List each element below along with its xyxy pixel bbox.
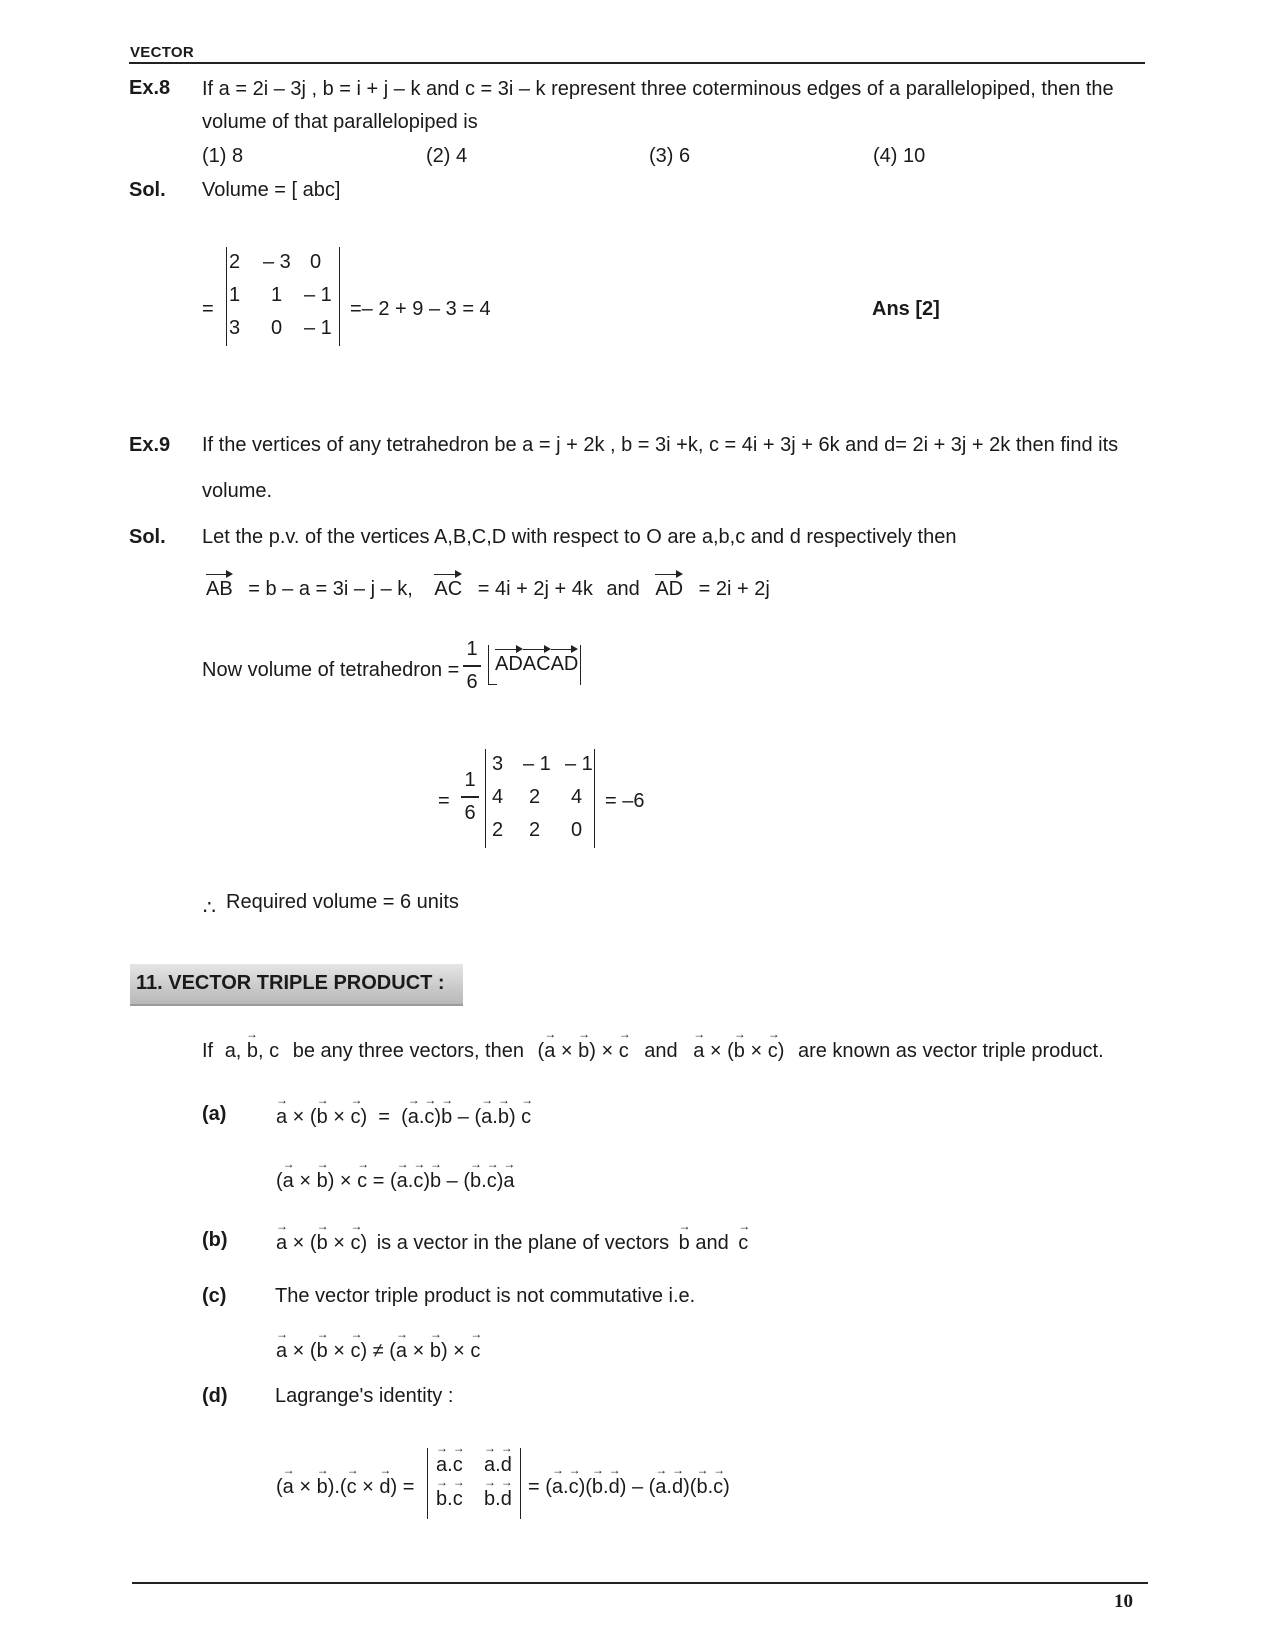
intro-vectors: → a, b, c: [225, 1041, 279, 1061]
det-cell: 2: [529, 786, 541, 808]
det-cell: 4: [571, 786, 583, 808]
intro-expr-2: → a × (→ b × → c): [693, 1040, 784, 1062]
det-cell: – 1: [523, 753, 551, 775]
det-cell: → a.→ c: [436, 1454, 463, 1477]
ex8-label: Ex.8: [129, 77, 171, 99]
ex8-option-2: (2) 4: [426, 145, 468, 167]
ex8-determinant: [226, 247, 340, 346]
ex8-sol-line: Volume = [ abc]: [202, 179, 341, 201]
bracket-floor-left: [489, 684, 497, 685]
det-cell: 3: [229, 317, 241, 339]
formula-a-2: (→ a × → b) × → c = (→ a.→ c)→ b – (→ b.→ c)→ a: [276, 1170, 515, 1193]
det-cell: 0: [310, 251, 322, 273]
bracket-vector-ad-2: AD: [550, 653, 579, 675]
ex8-question-line1: If a = 2i – 3j , b = i + j – k and c = 3i – k represent three coterminous edges of a parallelopiped, then the: [202, 78, 1114, 100]
vector-ad-expr: = 2i + 2j: [698, 578, 770, 600]
det-cell: 2: [492, 819, 504, 841]
det-fraction-numerator: 1: [464, 769, 476, 791]
ex9-sol-line1: Let the p.v. of the vertices A,B,C,D with respect to O are a,b,c and d respectively then: [202, 526, 957, 548]
fraction-denominator: 6: [466, 671, 478, 693]
ex8-result: =– 2 + 9 – 3 = 4: [350, 298, 491, 320]
intro-end: are known as vector triple product.: [797, 1040, 1104, 1062]
bracket-vector-ad: AD: [495, 653, 523, 675]
bracket-vector-ac: AC: [522, 653, 551, 675]
det-cell: 4: [492, 786, 504, 808]
and-word: and: [606, 578, 640, 600]
det-cell: 1: [229, 284, 241, 306]
ex9-vectors-line: [206, 578, 770, 601]
ex9-sol-label: Sol.: [129, 526, 166, 548]
det-cell: – 1: [304, 284, 332, 306]
det-cell: – 3: [263, 251, 291, 273]
footer-rule: [132, 1582, 1148, 1584]
det-cell: 0: [571, 819, 583, 841]
page-number: 10: [1114, 1591, 1133, 1612]
det-cell: 0: [271, 317, 283, 339]
vector-b: → b: [679, 1233, 690, 1253]
ex9-question-line1: If the vertices of any tetrahedron be a = j + 2k , b = 3i +k, c = 4i + 3j + 6k and d= 2i + 3j + 2k then find its: [202, 434, 1119, 456]
fraction-bar: [463, 665, 481, 667]
det-cell: 1: [271, 284, 283, 306]
vector-ab: AB: [206, 578, 233, 600]
det-cell: → a.→ d: [484, 1454, 512, 1477]
item-c-label: (c): [202, 1285, 227, 1307]
det-fraction-denominator: 6: [464, 802, 476, 824]
ex8-option-4: (4) 10: [873, 145, 926, 167]
section-title: 11. VECTOR TRIPLE PRODUCT :: [136, 972, 445, 994]
formula-c: → a × (→ b × → c) ≠ (→ a × → b) × → c: [276, 1340, 480, 1363]
intro-if: If: [202, 1040, 214, 1062]
ex9-equals: =: [438, 790, 450, 812]
lagrange-determinant: [427, 1448, 521, 1519]
ex8-question-line2: volume of that parallelopiped is: [202, 111, 478, 133]
det-cell: → b.→ c: [436, 1488, 463, 1511]
formula-a-1: → a × (→ b × → c) = (→ a.→ c)→ b – (→ a.→ b) → c: [276, 1106, 531, 1129]
intro-text: be any three vectors, then: [292, 1040, 524, 1062]
ex9-determinant: [485, 749, 595, 848]
item-b-label: (b): [202, 1229, 228, 1251]
det-cell: 2: [229, 251, 241, 273]
det-cell: → b.→ d: [484, 1488, 512, 1511]
lagrange-lhs: (→ a × → b).(→ c × → d) =: [276, 1476, 414, 1499]
det-cell: – 1: [304, 317, 332, 339]
intro-and: and: [644, 1040, 678, 1062]
vector-ab-expr: = b – a = 3i – j – k,: [248, 578, 413, 600]
ex9-required-volume: Required volume = 6 units: [226, 891, 459, 913]
header-rule: [129, 62, 1145, 64]
scalar-triple-bracket: [488, 645, 581, 685]
ex8-option-1: (1) 8: [202, 145, 244, 167]
item-b-text: [276, 1232, 748, 1255]
det-cell: – 1: [565, 753, 593, 775]
ex8-option-3: (3) 6: [649, 145, 691, 167]
det-cell: 3: [492, 753, 504, 775]
ex8-equals: =: [202, 298, 214, 320]
vector-ad: AD: [655, 578, 684, 600]
vector-c: → c: [738, 1233, 748, 1253]
ex8-sol-label: Sol.: [129, 179, 166, 201]
det-fraction-bar: [461, 796, 479, 798]
vector-ac: AC: [434, 578, 463, 600]
item-b-and: and: [695, 1232, 729, 1254]
item-b-description: is a vector in the plane of vectors: [376, 1232, 670, 1254]
triple-product-intro: [202, 1040, 1104, 1063]
lagrange-rhs: = (→ a.→ c)(→ b.→ d) – (→ a.→ d)(→ b.→ c): [528, 1476, 730, 1499]
intro-expr-1: (→ a × → b) × → c: [538, 1040, 629, 1062]
item-d-label: (d): [202, 1385, 228, 1407]
page-header-title: VECTOR: [130, 44, 195, 61]
item-a-label: (a): [202, 1103, 227, 1125]
ex8-answer: Ans [2]: [872, 298, 940, 320]
ex9-question-line2: volume.: [202, 480, 273, 502]
formula-b: → a × (→ b × → c): [276, 1232, 367, 1254]
ex9-det-result: = –6: [605, 790, 645, 812]
item-c-text: The vector triple product is not commutative i.e.: [275, 1285, 696, 1307]
therefore-symbol: ∴: [203, 897, 216, 919]
fraction-numerator: 1: [466, 638, 478, 660]
vector-ac-expr: = 4i + 2j + 4k: [477, 578, 593, 600]
det-cell: 2: [529, 819, 541, 841]
ex9-volume-text: Now volume of tetrahedron =: [202, 659, 460, 681]
item-d-text: Lagrange's identity :: [275, 1385, 454, 1407]
ex9-label: Ex.9: [129, 434, 171, 456]
